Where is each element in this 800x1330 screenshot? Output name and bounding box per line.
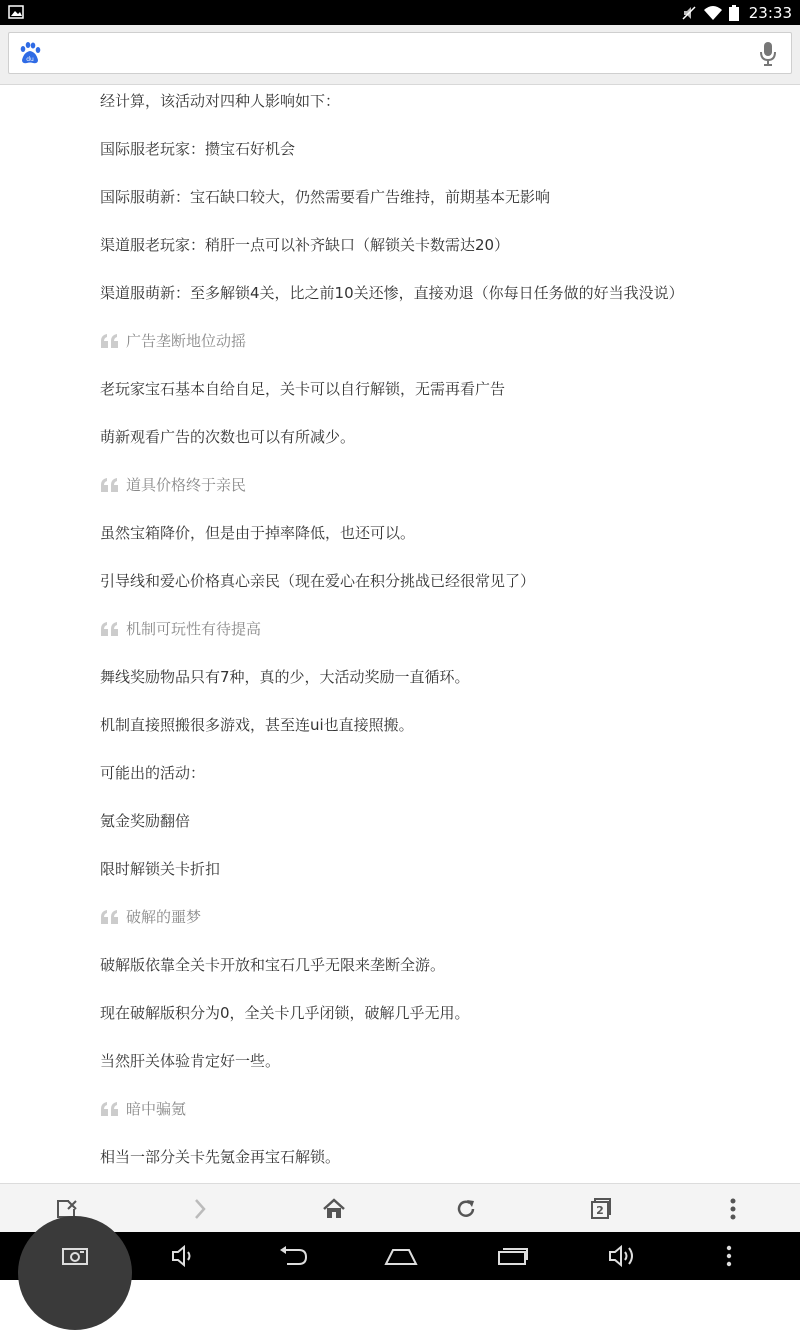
svg-text:du: du xyxy=(26,56,34,63)
paragraph: 机制直接照搬很多游戏，甚至连ui也直接照搬。 xyxy=(100,716,414,734)
browser-toolbar xyxy=(0,1183,800,1233)
paragraph: 限时解锁关卡折扣 xyxy=(100,860,221,878)
home-icon xyxy=(322,1198,346,1220)
paragraph: 国际服老玩家：攒宝石好机会 xyxy=(100,140,296,158)
microphone-icon[interactable] xyxy=(759,41,777,67)
section-heading xyxy=(100,475,246,495)
heading-text: 广告垄断地位动摇 xyxy=(126,332,247,350)
paragraph: 渠道服老玩家：稍肝一点可以补齐缺口（解锁关卡数需达20） xyxy=(100,236,510,254)
home-nav-icon xyxy=(384,1246,418,1266)
menu-icon xyxy=(725,1244,733,1268)
search-box[interactable] xyxy=(8,32,792,74)
search-bar xyxy=(0,25,800,85)
clock: 23:33 xyxy=(748,3,792,22)
quote-icon xyxy=(100,477,120,493)
screenshot-icon xyxy=(61,1246,89,1266)
paragraph: 破解版依靠全关卡开放和宝石几乎无限来垄断全游。 xyxy=(100,956,446,974)
more-menu-icon xyxy=(729,1197,737,1221)
volume-up-icon xyxy=(607,1244,639,1268)
paragraph: 相当一部分关卡先氪金再宝石解锁。 xyxy=(100,1148,341,1166)
forward-icon xyxy=(193,1198,207,1220)
baidu-paw-icon[interactable] xyxy=(18,41,42,65)
paragraph: 现在破解版积分为0，全关卡几乎闭锁，破解几乎无用。 xyxy=(100,1004,470,1022)
heading-text: 破解的噩梦 xyxy=(126,908,202,926)
paragraph: 经计算，该活动对四种人影响如下： xyxy=(100,92,341,110)
heading-text: 道具价格终于亲民 xyxy=(126,476,247,494)
quote-icon xyxy=(100,621,120,637)
section-heading xyxy=(100,907,201,927)
paragraph: 萌新观看广告的次数也可以有所减少。 xyxy=(100,428,356,446)
paragraph: 氪金奖励翻倍 xyxy=(100,812,191,830)
image-icon xyxy=(8,5,24,19)
tab-count: 2 xyxy=(596,1204,604,1217)
volume-down-icon xyxy=(170,1244,196,1268)
forward-button[interactable] xyxy=(187,1196,213,1222)
paragraph: 舞线奖励物品只有7种，真的少，大活动奖励一直循环。 xyxy=(100,668,470,686)
article-content xyxy=(0,85,800,1183)
tabs-button[interactable] xyxy=(587,1196,613,1222)
screenshot-control[interactable] xyxy=(58,1242,92,1270)
menu-button[interactable] xyxy=(712,1242,746,1270)
quote-icon xyxy=(100,333,120,349)
quote-icon xyxy=(100,909,120,925)
quote-icon xyxy=(100,1101,120,1117)
more-menu-button[interactable] xyxy=(720,1196,746,1222)
heading-text: 暗中骗氪 xyxy=(126,1100,187,1118)
paragraph: 虽然宝箱降价，但是由于掉率降低，也还可以。 xyxy=(100,524,416,542)
status-bar xyxy=(0,0,800,25)
volume-up-button[interactable] xyxy=(606,1242,640,1270)
refresh-icon xyxy=(454,1197,478,1221)
home-button[interactable] xyxy=(321,1196,347,1222)
paragraph: 可能出的活动： xyxy=(100,764,206,782)
section-heading xyxy=(100,619,261,639)
battery-icon xyxy=(729,5,739,21)
back-button[interactable] xyxy=(276,1242,310,1270)
refresh-button[interactable] xyxy=(453,1196,479,1222)
heading-text: 机制可玩性有待提高 xyxy=(126,620,262,638)
recents-button[interactable] xyxy=(496,1242,530,1270)
back-icon xyxy=(277,1246,309,1266)
paragraph: 国际服萌新：宝石缺口较大，仍然需要看广告维持，前期基本无影响 xyxy=(100,188,551,206)
section-heading xyxy=(100,331,246,351)
paragraph: 渠道服萌新：至多解锁4关，比之前10关还惨，直接劝退（你每日任务做的好当我没说） xyxy=(100,284,684,302)
recents-icon xyxy=(497,1246,529,1266)
mute-icon xyxy=(681,5,697,21)
home-nav-button[interactable] xyxy=(384,1242,418,1270)
section-heading xyxy=(100,1099,186,1119)
paragraph: 当然肝关体验肯定好一些。 xyxy=(100,1052,281,1070)
paragraph: 老玩家宝石基本自给自足，关卡可以自行解锁，无需再看广告 xyxy=(100,380,506,398)
volume-down-button[interactable] xyxy=(166,1242,200,1270)
paragraph: 引导线和爱心价格真心亲民（现在爱心在积分挑战已经很常见了） xyxy=(100,572,536,590)
search-input[interactable] xyxy=(53,39,707,69)
wifi-icon xyxy=(703,5,723,21)
screenshot-button[interactable] xyxy=(18,1216,132,1330)
